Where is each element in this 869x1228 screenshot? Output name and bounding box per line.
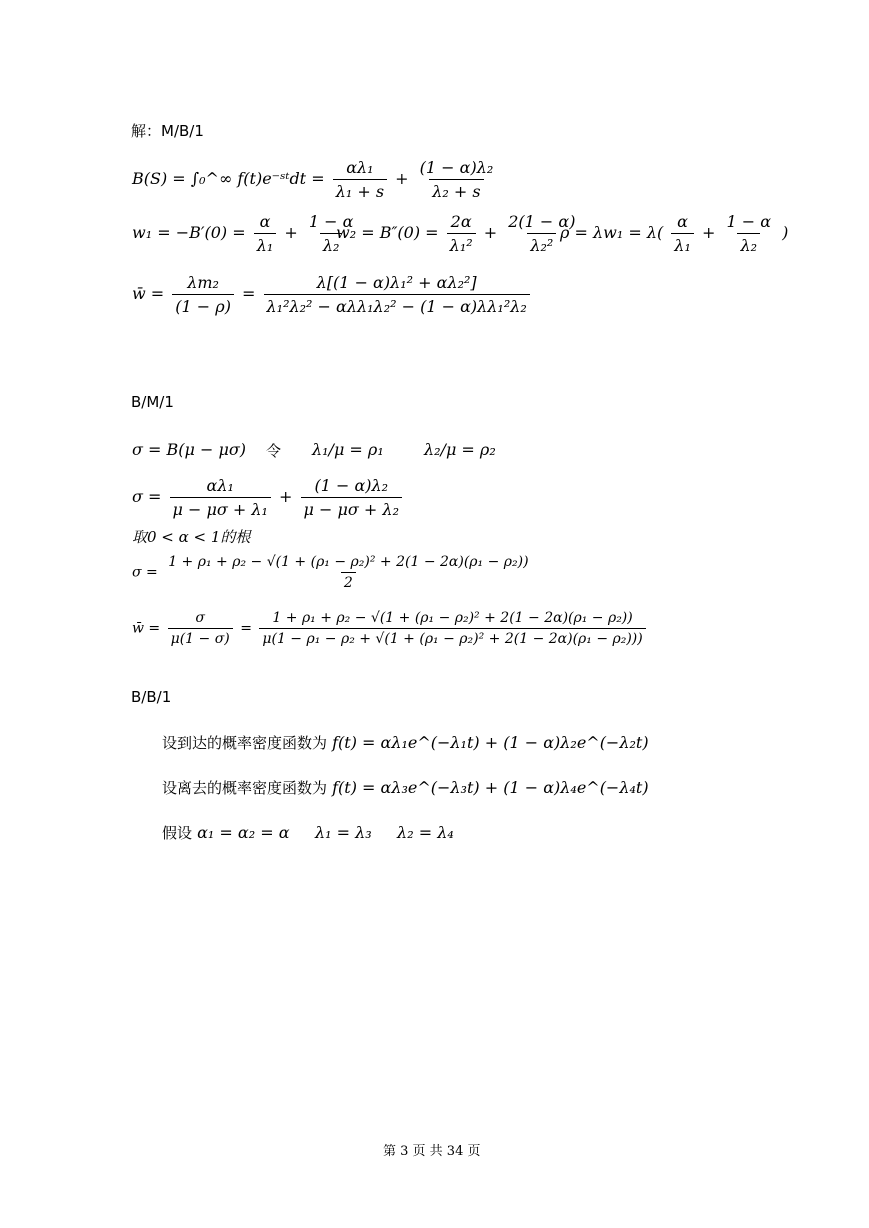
w1-frac-1 bbox=[254, 212, 277, 255]
rho-close: ) bbox=[782, 223, 789, 242]
bs-plus: + bbox=[395, 169, 409, 188]
formula-w1 bbox=[132, 212, 359, 255]
wbar-frac-1-den: (1 − ρ) bbox=[172, 294, 234, 316]
rho-frac-1 bbox=[671, 212, 694, 255]
arrival-formula: f(t) = αλ₁e^(−λ₁t) + (1 − α)λ₂e^(−λ₂t) bbox=[332, 733, 649, 752]
w-bm1-frac-1 bbox=[168, 610, 233, 647]
departure-formula: f(t) = αλ₃e^(−λ₃t) + (1 − α)λ₄e^(−λ₄t) bbox=[332, 778, 649, 797]
w1-frac-1-den: λ₁ bbox=[254, 233, 277, 255]
w2-lhs: w₂ = B″(0) = bbox=[336, 223, 439, 242]
w-bm1-frac-2 bbox=[259, 610, 645, 647]
w-bm1-lhs: w̄ = bbox=[132, 620, 161, 637]
formula-rho2-def: λ₂/μ = ρ₂ bbox=[424, 440, 496, 459]
w-bm1-frac-2-num: 1 + ρ₁ + ρ₂ − √(1 + (ρ₁ − ρ₂)² + 2(1 − 2α)(ρ₁ − ρ₂)) bbox=[272, 610, 633, 626]
w1-lhs: w₁ = −B′(0) = bbox=[132, 223, 246, 242]
w1-frac-2-den: λ₂ bbox=[320, 233, 343, 255]
formula-bs bbox=[132, 158, 499, 201]
formula-sigma2 bbox=[132, 554, 535, 591]
w-bm1-eq: = bbox=[240, 620, 252, 637]
wbar-lhs: w̄ = bbox=[132, 284, 165, 303]
w2-plus: + bbox=[483, 223, 498, 242]
page-footer: 第 3 页 共 34 页 bbox=[383, 1144, 481, 1159]
sigma2-frac-den: 2 bbox=[341, 572, 356, 591]
w2-frac-1 bbox=[447, 212, 476, 255]
wbar-frac-1-num: λm₂ bbox=[187, 273, 219, 292]
assume-line bbox=[162, 822, 454, 843]
w1-frac-2-num: 1 − α bbox=[308, 212, 354, 231]
formula-w-bm1 bbox=[132, 610, 649, 647]
w-bm1-frac-2-den: μ(1 − ρ₁ − ρ₂ + √(1 + (ρ₁ − ρ₂)² + 2(1 − 2α)(ρ₁ − ρ₂))) bbox=[259, 628, 645, 647]
w2-frac-2-den: λ₂² bbox=[527, 233, 556, 255]
wbar-frac-2 bbox=[264, 273, 530, 316]
sigma2-lhs: σ = bbox=[132, 564, 158, 581]
wbar-eq: = bbox=[242, 284, 256, 303]
heading-bm1: B/M/1 bbox=[131, 393, 174, 411]
sigma-frac-1 bbox=[170, 476, 271, 519]
wbar-frac-2-num: λ[(1 − α)λ₁² + αλ₂²] bbox=[316, 273, 477, 292]
sigma-frac-2 bbox=[301, 476, 402, 519]
w2-frac-2-num: 2(1 − α) bbox=[508, 212, 576, 231]
rho-plus: + bbox=[701, 223, 716, 242]
w1-frac-1-num: α bbox=[259, 212, 271, 231]
sigma2-frac-num: 1 + ρ₁ + ρ₂ − √(1 + (ρ₁ − ρ₂)² + 2(1 − 2α)(ρ₁ − ρ₂)) bbox=[168, 554, 529, 570]
formula-w2 bbox=[336, 212, 581, 255]
sigma-frac-2-den: μ − μσ + λ₂ bbox=[301, 497, 402, 519]
departure-line bbox=[162, 777, 649, 798]
formula-sigma-def: σ = B(μ − μσ) bbox=[132, 440, 247, 459]
root-note: 取0 < α < 1的根 bbox=[132, 528, 251, 546]
rho-lhs: ρ = λw₁ = λ( bbox=[560, 223, 664, 242]
bs-frac-2-den: λ₂ + s bbox=[429, 179, 483, 201]
w-bm1-frac-1-den: μ(1 − σ) bbox=[168, 628, 233, 647]
rho-frac-2-num: 1 − α bbox=[726, 212, 772, 231]
w1-plus: + bbox=[284, 223, 298, 242]
rho-frac-2 bbox=[723, 212, 774, 255]
arrival-line bbox=[162, 732, 649, 753]
assume-formula: α₁ = α₂ = α λ₁ = λ₃ λ₂ = λ₄ bbox=[197, 823, 454, 842]
heading-mb1: 解：M/B/1 bbox=[131, 122, 204, 140]
w2-frac-1-num: 2α bbox=[450, 212, 472, 231]
sigma2-frac bbox=[165, 554, 531, 591]
rho-frac-1-den: λ₁ bbox=[671, 233, 694, 255]
sigma-frac-2-num: (1 − α)λ₂ bbox=[314, 476, 389, 495]
sigma-plus: + bbox=[279, 487, 293, 506]
bs-frac-1 bbox=[333, 158, 387, 201]
w2-frac-1-den: λ₁² bbox=[447, 233, 476, 255]
sigma-frac-1-den: μ − μσ + λ₁ bbox=[170, 497, 271, 519]
arrival-label: 设到达的概率密度函数为 bbox=[162, 734, 328, 752]
formula-rho bbox=[560, 212, 788, 255]
formula-wbar bbox=[132, 273, 533, 316]
wbar-frac-2-den: λ₁²λ₂² − αλλ₁λ₂² − (1 − α)λλ₁²λ₂ bbox=[264, 294, 530, 316]
sigma-lhs: σ = bbox=[132, 487, 162, 506]
rho-frac-1-num: α bbox=[677, 212, 688, 231]
ling-label: 令 bbox=[266, 442, 282, 460]
bs-frac-1-den: λ₁ + s bbox=[333, 179, 387, 201]
rho-frac-2-den: λ₂ bbox=[737, 233, 760, 255]
heading-bb1: B/B/1 bbox=[131, 688, 172, 706]
bs-frac-2-num: (1 − α)λ₂ bbox=[419, 158, 494, 177]
w-bm1-frac-1-num: σ bbox=[195, 610, 205, 626]
wbar-frac-1 bbox=[172, 273, 234, 316]
formula-rho1-def: λ₁/μ = ρ₁ bbox=[312, 440, 384, 459]
formula-sigma bbox=[132, 476, 405, 519]
sigma-frac-1-num: αλ₁ bbox=[206, 476, 234, 495]
departure-label: 设离去的概率密度函数为 bbox=[162, 779, 328, 797]
bs-frac-1-num: αλ₁ bbox=[346, 158, 374, 177]
bs-lhs: B(S) = ∫₀^∞ f(t)e⁻ˢᵗdt = bbox=[132, 169, 325, 188]
assume-label: 假设 bbox=[162, 824, 193, 842]
bs-frac-2 bbox=[417, 158, 497, 201]
